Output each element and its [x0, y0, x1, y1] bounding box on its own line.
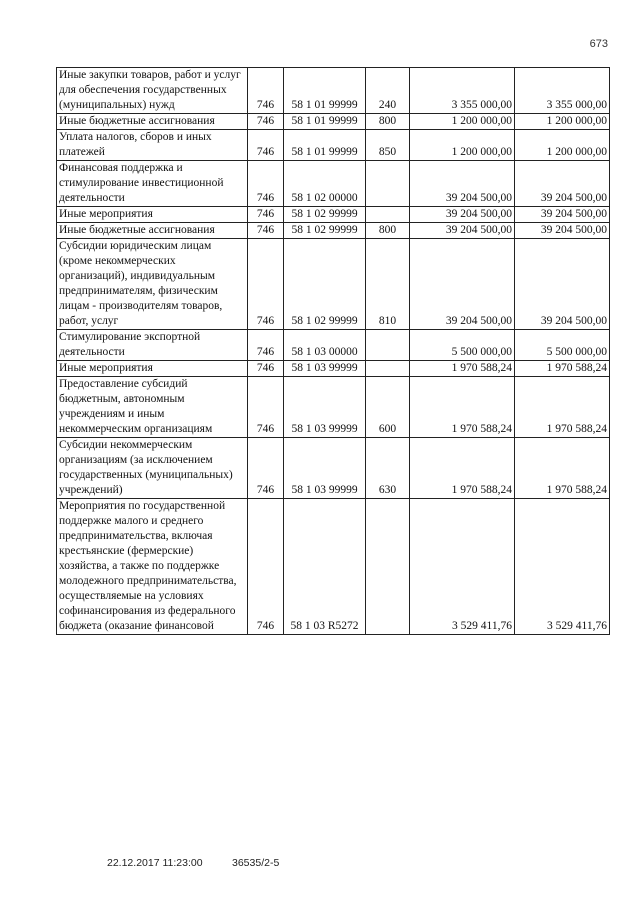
table-row: [57, 161, 610, 207]
row-ved-code: 746: [248, 161, 284, 207]
row-vr-code: 810: [366, 239, 410, 330]
row-csr-code: 58 1 02 00000: [284, 161, 366, 207]
row-ved-code: 746: [248, 223, 284, 239]
row-csr-code: 58 1 01 99999: [284, 130, 366, 161]
row-sum-2: 1 970 588,24: [515, 438, 610, 499]
row-vr-code: [366, 499, 410, 635]
row-sum-1: 3 355 000,00: [410, 68, 515, 114]
row-csr-code: 58 1 03 00000: [284, 330, 366, 361]
row-vr-code: 240: [366, 68, 410, 114]
row-csr-code: 58 1 02 99999: [284, 207, 366, 223]
row-name: Иные бюджетные ассигнования: [57, 114, 248, 130]
row-ved-code: 746: [248, 361, 284, 377]
row-sum-2: 39 204 500,00: [515, 223, 610, 239]
row-name: Субсидии юридическим лицам (кроме некоммерческих организаций), индивидуальным предпринимателям, физическим лицам - производителям товаров, работ, услуг: [57, 239, 248, 330]
row-name: Мероприятия по государственной поддержке малого и среднего предпринимательства, включая крестьянские (фермерские) хозяйства, а также по поддержке молодежного предпринимательства, осуществляемые на условиях софинансирования из федерального бюджета (оказание финансовой: [57, 499, 248, 635]
row-ved-code: 746: [248, 207, 284, 223]
table-row: [57, 438, 610, 499]
row-csr-code: 58 1 02 99999: [284, 223, 366, 239]
table-row: [57, 68, 610, 114]
table-row: [57, 377, 610, 438]
table-row: [57, 130, 610, 161]
row-csr-code: 58 1 01 99999: [284, 114, 366, 130]
row-sum-2: 5 500 000,00: [515, 330, 610, 361]
row-ved-code: 746: [248, 239, 284, 330]
row-vr-code: 630: [366, 438, 410, 499]
table-row: [57, 207, 610, 223]
row-ved-code: 746: [248, 114, 284, 130]
row-sum-1: 1 970 588,24: [410, 438, 515, 499]
table-row: [57, 361, 610, 377]
row-csr-code: 58 1 03 99999: [284, 361, 366, 377]
table-row: [57, 239, 610, 330]
row-sum-1: 39 204 500,00: [410, 207, 515, 223]
row-ved-code: 746: [248, 377, 284, 438]
table-row: [57, 223, 610, 239]
row-sum-1: 39 204 500,00: [410, 223, 515, 239]
row-sum-2: 3 355 000,00: [515, 68, 610, 114]
row-sum-2: 3 529 411,76: [515, 499, 610, 635]
row-csr-code: 58 1 01 99999: [284, 68, 366, 114]
row-vr-code: 600: [366, 377, 410, 438]
row-sum-1: 1 200 000,00: [410, 130, 515, 161]
row-name: Уплата налогов, сборов и иных платежей: [57, 130, 248, 161]
row-name: Предоставление субсидий бюджетным, автономным учреждениям и иным некоммерческим организациям: [57, 377, 248, 438]
row-ved-code: 746: [248, 68, 284, 114]
row-sum-1: 1 970 588,24: [410, 361, 515, 377]
row-vr-code: [366, 161, 410, 207]
row-vr-code: [366, 361, 410, 377]
row-name: Субсидии некоммерческим организациям (за исключением государственных (муниципальных) учреждений): [57, 438, 248, 499]
row-vr-code: [366, 207, 410, 223]
row-sum-1: 39 204 500,00: [410, 239, 515, 330]
budget-table-body: [57, 68, 610, 635]
budget-table: [56, 67, 610, 635]
row-vr-code: 850: [366, 130, 410, 161]
row-sum-1: 1 200 000,00: [410, 114, 515, 130]
row-vr-code: 800: [366, 223, 410, 239]
table-row: [57, 114, 610, 130]
footer-timestamp: 22.12.2017 11:23:00: [107, 857, 203, 869]
row-csr-code: 58 1 03 99999: [284, 438, 366, 499]
row-name: Иные мероприятия: [57, 207, 248, 223]
row-sum-2: 39 204 500,00: [515, 239, 610, 330]
row-name: Финансовая поддержка и стимулирование инвестиционной деятельности: [57, 161, 248, 207]
row-ved-code: 746: [248, 130, 284, 161]
row-ved-code: 746: [248, 330, 284, 361]
row-sum-1: 3 529 411,76: [410, 499, 515, 635]
row-ved-code: 746: [248, 438, 284, 499]
row-sum-1: 1 970 588,24: [410, 377, 515, 438]
page-number: 673: [589, 38, 608, 50]
row-csr-code: 58 1 02 99999: [284, 239, 366, 330]
table-row: [57, 499, 610, 635]
row-sum-2: 1 200 000,00: [515, 114, 610, 130]
row-name: Иные мероприятия: [57, 361, 248, 377]
row-sum-2: 39 204 500,00: [515, 161, 610, 207]
row-sum-2: 1 970 588,24: [515, 361, 610, 377]
row-name: Стимулирование экспортной деятельности: [57, 330, 248, 361]
row-vr-code: 800: [366, 114, 410, 130]
row-vr-code: [366, 330, 410, 361]
row-sum-2: 39 204 500,00: [515, 207, 610, 223]
table-row: [57, 330, 610, 361]
row-sum-1: 5 500 000,00: [410, 330, 515, 361]
footer-document-id: 36535/2-5: [232, 857, 280, 869]
row-sum-2: 1 970 588,24: [515, 377, 610, 438]
row-csr-code: 58 1 03 R5272: [284, 499, 366, 635]
row-sum-1: 39 204 500,00: [410, 161, 515, 207]
row-sum-2: 1 200 000,00: [515, 130, 610, 161]
row-name: Иные бюджетные ассигнования: [57, 223, 248, 239]
row-csr-code: 58 1 03 99999: [284, 377, 366, 438]
row-name: Иные закупки товаров, работ и услуг для обеспечения государственных (муниципальных) нужд: [57, 68, 248, 114]
row-ved-code: 746: [248, 499, 284, 635]
